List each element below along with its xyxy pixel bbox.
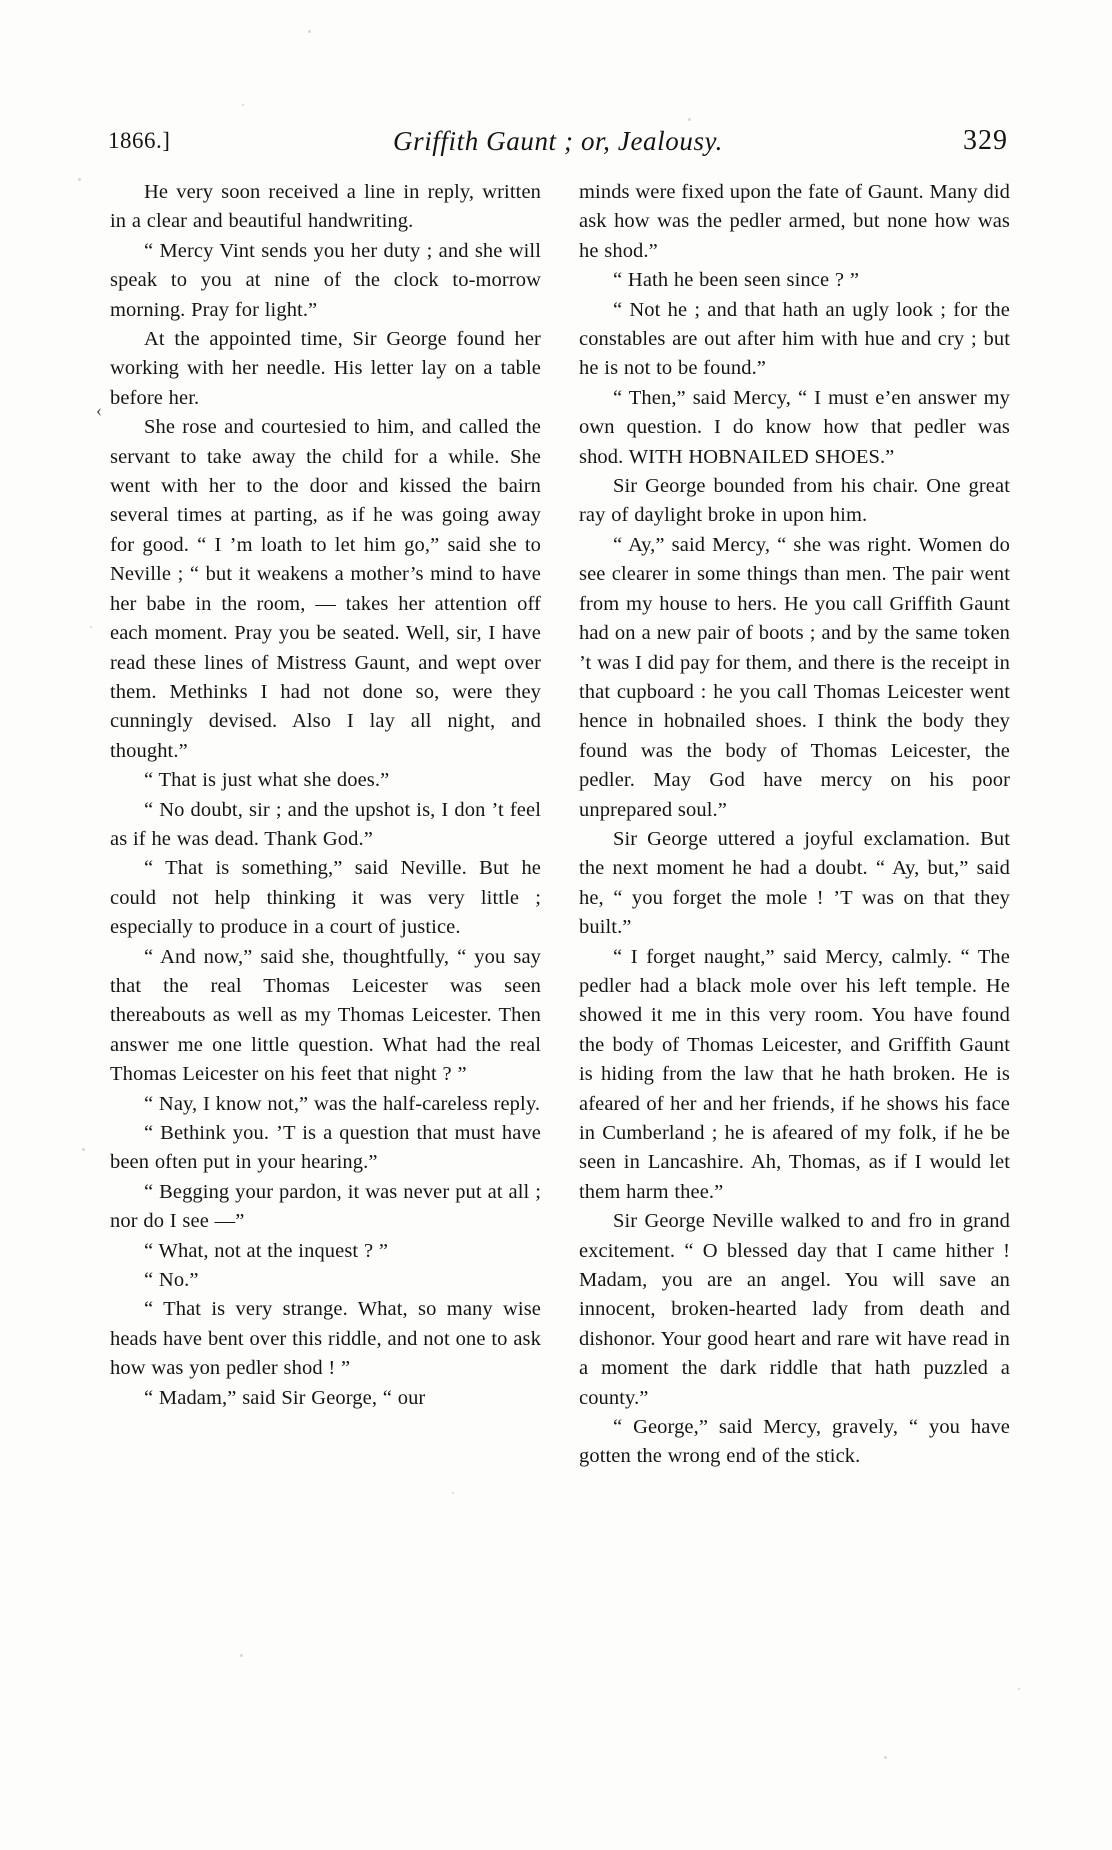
paper-speck bbox=[240, 1654, 243, 1657]
paragraph: “ Not he ; and that hath an ugly look ; for the constables are out after him with hue and cry ; but he is not to be found.” bbox=[579, 298, 1010, 380]
margin-mark: ‹ bbox=[96, 400, 102, 420]
paper-speck bbox=[82, 1148, 85, 1151]
paragraph: Sir George uttered a joyful exclamation. But the next moment he had a doubt. “ Ay, but,” said he, “ you forget the mole ! ’T was on that they built.” bbox=[579, 827, 1010, 939]
page-title: Griffith Gaunt ; or, Jealousy. bbox=[393, 126, 723, 156]
paragraph: “ George,” said Mercy, gravely, “ you have gotten the wrong end of the stick. bbox=[579, 1416, 1010, 1468]
paragraph: “ Bethink you. ’T is a question that must have been often put in your hearing.” bbox=[110, 1122, 541, 1174]
paragraph: She rose and courtesied to him, and called the servant to take away the child for a while. She went with her to the door and kissed the bairn several times at parting, as if he was going away for good. “ I ’m loath to let him go,” said she to Neville ; “ but it weakens a mother’s mind to have her babe in the room, — takes her attention off each moment. Pray you be seated. Well, sir, I have read these lines of Mistress Gaunt, and wept over them. Methinks I had not done so, were they cunningly devised. Also I lay all night, and thought.” bbox=[110, 416, 541, 762]
paper-speck bbox=[688, 118, 691, 121]
paper-speck bbox=[308, 30, 311, 33]
paragraph: He very soon received a line in reply, written in a clear and beautiful handwriting. bbox=[110, 181, 541, 233]
paragraph: “ Then,” said Mercy, “ I must e’en answer my own question. I do know how that pedler was shod. WITH HOBNAILED SHOES.” bbox=[579, 386, 1010, 468]
paper-speck bbox=[90, 626, 92, 628]
paragraph: Sir George Neville walked to and fro in grand excitement. “ O blessed day that I came hither ! Madam, you are an angel. You will save an innocent, broken-hearted lady from death and dishonor. Your good heart and rare wit have read in a moment the dark riddle that hath puzzled a county.” bbox=[579, 1210, 1010, 1409]
paper-speck bbox=[78, 178, 81, 181]
paragraph: “ What, not at the inquest ? ” bbox=[144, 1239, 389, 1262]
paragraph: “ Begging your pardon, it was never put at all ; nor do I see —” bbox=[110, 1180, 541, 1233]
paragraph: At the appointed time, Sir George found her working with her needle. His letter lay on a table before her. bbox=[110, 328, 541, 409]
right-column bbox=[579, 178, 1010, 1472]
paragraph: “ I forget naught,” said Mercy, calmly. “ The pedler had a black mole over his left temple. He showed it me in this very room. You have found the body of Thomas Leicester, and Griffith Gaunt is hiding from the law that he hath broken. He is afeared of her and her friends, if he shows his face in Cumberland ; he is afeared of my folk, if he be seen in Lancashire. Ah, Thomas, as if I would let them harm thee.” bbox=[579, 945, 1010, 1203]
paragraph: “ Nay, I know not,” was the half-careless reply. bbox=[144, 1092, 541, 1115]
paragraph: “ Madam,” said Sir George, “ our bbox=[144, 1386, 426, 1409]
paragraph: “ Mercy Vint sends you her duty ; and she will speak to you at nine of the clock to-morrow morning. Pray for light.” bbox=[110, 239, 541, 321]
paper-speck bbox=[452, 1492, 454, 1494]
running-head bbox=[108, 125, 1008, 168]
text-columns bbox=[110, 178, 1010, 1472]
paper-speck bbox=[1018, 1688, 1020, 1690]
paragraph: “ And now,” said she, thoughtfully, “ you say that the real Thomas Leicester was seen thereabouts as well as my Thomas Leicester. Then answer me one little question. What had the real Thomas Leicester on his feet that night ? ” bbox=[110, 945, 541, 1086]
page-number: 329 bbox=[963, 125, 1008, 156]
paragraph: Sir George bounded from his chair. One great ray of daylight broke in upon him. bbox=[579, 475, 1010, 527]
paragraph: minds were fixed upon the fate of Gaunt. Many did ask how was the pedler armed, but none how was he shod.” bbox=[579, 181, 1010, 262]
paragraph: “ No.” bbox=[144, 1269, 199, 1292]
paragraph: “ That is very strange. What, so many wise heads have bent over this riddle, and not one to ask how was yon pedler shod ! ” bbox=[110, 1298, 541, 1380]
left-column bbox=[110, 178, 541, 1472]
paper-speck bbox=[242, 104, 244, 106]
paragraph: “ That is just what she does.” bbox=[144, 769, 390, 792]
paragraph: “ Hath he been seen since ? ” bbox=[613, 269, 860, 292]
paragraph: “ That is something,” said Neville. But he could not help thinking it was very little ; especially to produce in a court of justice. bbox=[110, 857, 541, 939]
paragraph: “ Ay,” said Mercy, “ she was right. Women do see clearer in some things than men. The pair went from my house to hers. He you call Griffith Gaunt had on a new pair of boots ; and by the same token ’t was I did pay for them, and there is the receipt in that cupboard : he you call Thomas Leicester went hence in hobnailed shoes. I think the body they found was the body of Thomas Leicester, the pedler. May God have mercy on his poor unprepared soul.” bbox=[579, 533, 1010, 821]
paragraph: “ No doubt, sir ; and the upshot is, I don ’t feel as if he was dead. Thank God.” bbox=[110, 798, 541, 850]
issue-year: 1866.] bbox=[108, 128, 171, 153]
paper-speck bbox=[884, 1756, 887, 1759]
